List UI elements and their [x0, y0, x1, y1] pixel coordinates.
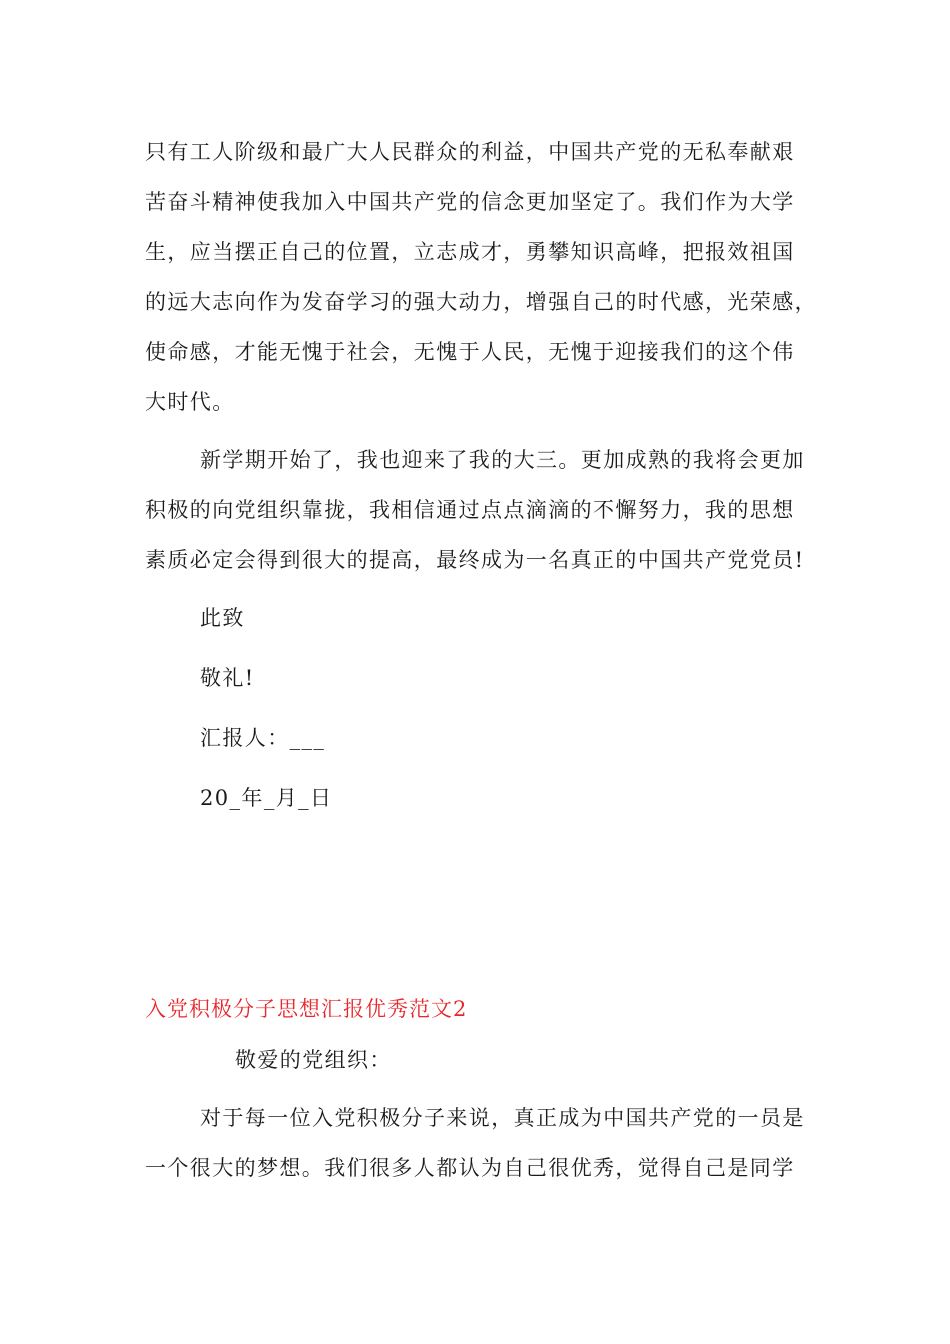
paragraph-line: 生，应当摆正自己的位置，立志成才，勇攀知识高峰，把报效祖国 [145, 240, 795, 264]
salutation-text: 敬礼! [200, 666, 255, 690]
paragraph-line: 使命感，才能无愧于社会，无愧于人民，无愧于迎接我们的这个伟 [145, 340, 795, 364]
paragraph-line: 新学期开始了，我也迎来了我的大三。更加成熟的我将会更加 [200, 448, 805, 472]
paragraph-line: 对于每一位入党积极分子来说，真正成为中国共产党的一员是 [200, 1106, 805, 1130]
reporter-line: 汇报人：___ [200, 726, 326, 750]
paragraph-line: 一个很大的梦想。我们很多人都认为自己很优秀，觉得自己是同学 [145, 1156, 795, 1180]
paragraph-line: 素质必定会得到很大的提高，最终成为一名真正的中国共产党党员! [145, 548, 805, 572]
paragraph-line: 苦奋斗精神使我加入中国共产党的信念更加坚定了。我们作为大学 [145, 190, 795, 214]
paragraph-line: 积极的向党组织靠拢，我相信通过点点滴滴的不懈努力，我的思想 [145, 498, 795, 522]
paragraph-line: 的远大志向作为发奋学习的强大动力，增强自己的时代感，光荣感， [145, 290, 817, 314]
paragraph-line: 只有工人阶级和最广大人民群众的利益，中国共产党的无私奉献艰 [145, 140, 795, 164]
paragraph-line: 大时代。 [145, 390, 235, 414]
greeting-line: 敬爱的党组织： [235, 1048, 392, 1072]
closing-text: 此致 [200, 606, 245, 630]
section-title: 入党积极分子思想汇报优秀范文2 [145, 997, 468, 1021]
date-line: 20_年_月_日 [200, 786, 333, 810]
